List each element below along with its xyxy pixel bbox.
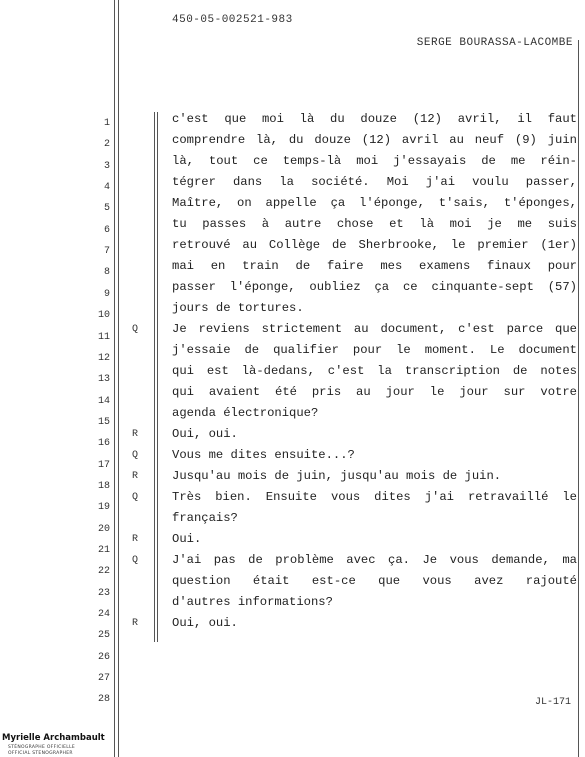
line-number: 3	[103, 160, 110, 172]
transcript-line: J'ai pas de problème avec ça. Je vous demande, ma	[172, 553, 577, 567]
line-number: 21	[97, 545, 110, 556]
response-marker: R	[131, 618, 138, 629]
line-number: 23	[97, 587, 110, 599]
transcript-line: Oui, oui.	[172, 427, 238, 441]
witness-name: SERGE BOURASSA-LACOMBE	[416, 37, 573, 49]
line-number: 18	[97, 480, 110, 492]
response-marker: R	[131, 534, 138, 545]
transcript-line: qui est là-dedans, c'est la transcription de notes	[172, 364, 577, 378]
line-number: 28	[97, 694, 110, 706]
line-number: 16	[97, 438, 110, 450]
transcript-line: question était est-ce que vous avez rajouté	[172, 574, 577, 588]
stenographer-stamp-name: Myrielle Archambault	[2, 733, 105, 743]
transcript-line: passer l'éponge, oubliez ça ce cinquante-sept (57)	[172, 280, 577, 294]
line-number: 26	[97, 651, 110, 663]
line-number: 9	[103, 288, 110, 300]
qr-column-rule-1	[154, 112, 155, 642]
qr-column-rule-2	[157, 112, 158, 642]
question-marker: Q	[131, 555, 138, 566]
line-number: 7	[103, 246, 110, 258]
page-code: JL-171	[534, 697, 571, 708]
transcript-line: jours de tortures.	[172, 301, 304, 315]
line-number: 12	[97, 352, 110, 364]
transcript-line: qui avaient été pris au jour le jour sur votre	[172, 385, 577, 399]
line-number: 11	[97, 331, 110, 343]
transcript-line: français?	[172, 511, 238, 525]
stenographer-title-fr: STÉNOGRAPHE OFFICIELLE	[8, 745, 76, 750]
line-number: 27	[97, 673, 110, 685]
line-number: 2	[103, 139, 110, 151]
line-number: 6	[103, 224, 110, 236]
question-marker: Q	[131, 324, 138, 335]
question-marker: Q	[131, 450, 138, 461]
line-number: 25	[97, 630, 110, 642]
question-marker: Q	[131, 492, 138, 503]
file-number: 450-05-002521-983	[172, 14, 293, 26]
line-number: 24	[97, 609, 110, 621]
line-number: 13	[97, 374, 110, 386]
left-margin-rule-1	[114, 0, 115, 757]
transcript-line: Vous me dites ensuite...?	[172, 448, 355, 462]
transcript-line: c'est que moi là du douze (12) avril, il faut	[172, 112, 577, 126]
line-number: 4	[103, 182, 110, 194]
transcript-line: tu passes à autre chose et là moi je me suis	[172, 217, 577, 231]
line-number: 5	[103, 203, 110, 215]
transcript-line: tégrer dans la société. Moi j'ai voulu passer,	[172, 175, 577, 189]
response-marker: R	[131, 471, 138, 482]
stenographer-title-en: OFFICIAL STENOGRAPHER	[8, 751, 73, 756]
transcript-line: Oui, oui.	[172, 616, 238, 630]
left-margin-rule-2	[118, 0, 119, 757]
transcript-line: Je reviens strictement au document, c'est parce que	[172, 322, 577, 336]
transcript-line: Maître, on appelle ça l'éponge, t'sais, t'éponges,	[172, 196, 577, 210]
transcript-line: agenda électronique?	[172, 406, 319, 420]
transcript-line: retrouvé au Collège de Sherbrooke, le premier (1er)	[172, 238, 577, 252]
line-number: 8	[103, 267, 110, 279]
transcript-line: comprendre là, du douze (12) avril au neuf (9) juin	[172, 133, 577, 147]
transcript-line: là, tout ce temps-là moi j'essayais de me réin-	[172, 154, 577, 168]
transcript-line: d'autres informations?	[172, 595, 333, 609]
transcript-line: mai en train de faire mes examens finaux pour	[172, 259, 577, 273]
transcript-line: Très bien. Ensuite vous dites j'ai retravaillé le	[172, 490, 577, 504]
line-number: 22	[97, 566, 110, 578]
transcript-line: j'essaie de qualifier pour le moment. Le document	[172, 343, 577, 357]
transcript-line: Jusqu'au mois de juin, jusqu'au mois de juin.	[172, 469, 502, 483]
response-marker: R	[131, 429, 138, 440]
line-number: 15	[97, 416, 110, 428]
line-number: 17	[97, 459, 110, 471]
line-number: 19	[97, 502, 110, 514]
line-number: 14	[97, 395, 110, 407]
line-number: 10	[97, 310, 110, 322]
line-number: 1	[103, 118, 110, 129]
transcript-line: Oui.	[172, 532, 202, 546]
line-number: 20	[97, 523, 110, 535]
right-margin-rule	[578, 40, 579, 757]
